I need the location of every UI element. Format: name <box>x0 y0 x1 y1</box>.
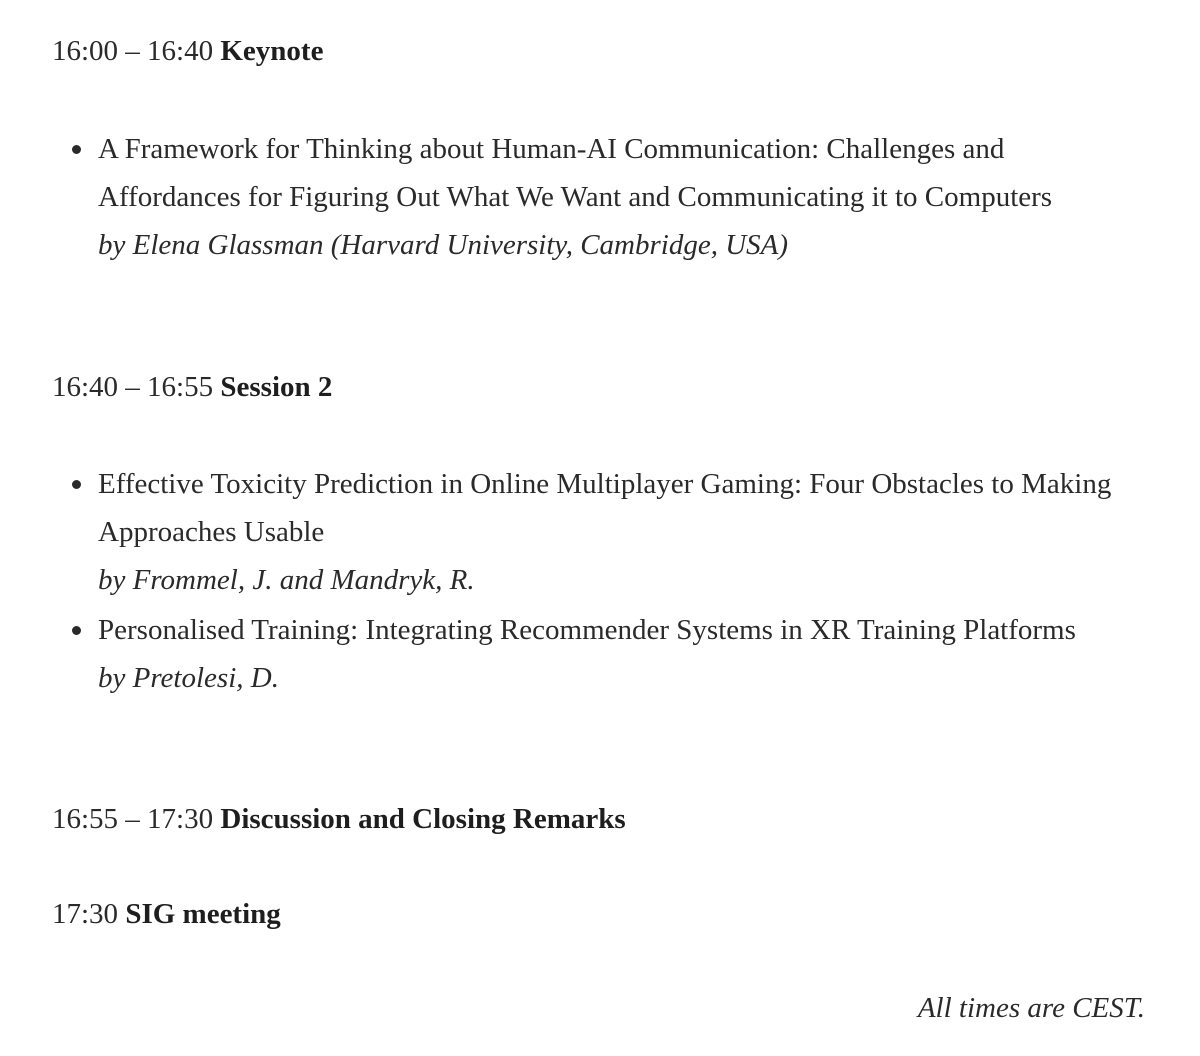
talk-title: Personalised Training: Integrating Recommender Systems in XR Training Platforms <box>98 614 1076 646</box>
talk-list <box>52 125 1142 269</box>
slot-title: Keynote <box>220 35 324 67</box>
schedule-slot-time <box>52 34 1148 68</box>
slot-time: 16:55 – 17:30 <box>52 803 214 835</box>
talk-author: by Elena Glassman (Harvard University, Cambridge, USA) <box>98 229 789 261</box>
schedule-slot-time <box>52 370 1148 404</box>
list-item <box>52 460 1142 604</box>
schedule-slot-time <box>52 897 1148 931</box>
talk-title: A Framework for Thinking about Human-AI Communication: Challenges and Affordances for Figuring Out What We Want and Communicating it to Computers <box>98 133 1053 213</box>
list-item <box>52 606 1142 702</box>
slot-time: 17:30 <box>52 898 119 930</box>
list-item <box>52 125 1142 269</box>
slot-time: 16:40 – 16:55 <box>52 371 214 403</box>
talk-list <box>52 460 1142 702</box>
talk-author: by Pretolesi, D. <box>98 662 279 694</box>
bullet-icon <box>72 480 81 489</box>
slot-title: Session 2 <box>220 371 333 403</box>
talk-title: Effective Toxicity Prediction in Online Multiplayer Gaming: Four Obstacles to Making Approaches Usable <box>98 468 1112 548</box>
slot-title: SIG meeting <box>125 898 281 930</box>
talk-author: by Frommel, J. and Mandryk, R. <box>98 564 475 596</box>
bullet-icon <box>72 626 81 635</box>
schedule-slot-time <box>52 802 1148 836</box>
slot-time: 16:00 – 16:40 <box>52 35 214 67</box>
slot-title: Discussion and Closing Remarks <box>220 803 626 835</box>
bullet-icon <box>72 145 81 154</box>
timezone-note: All times are CEST. <box>917 992 1145 1024</box>
